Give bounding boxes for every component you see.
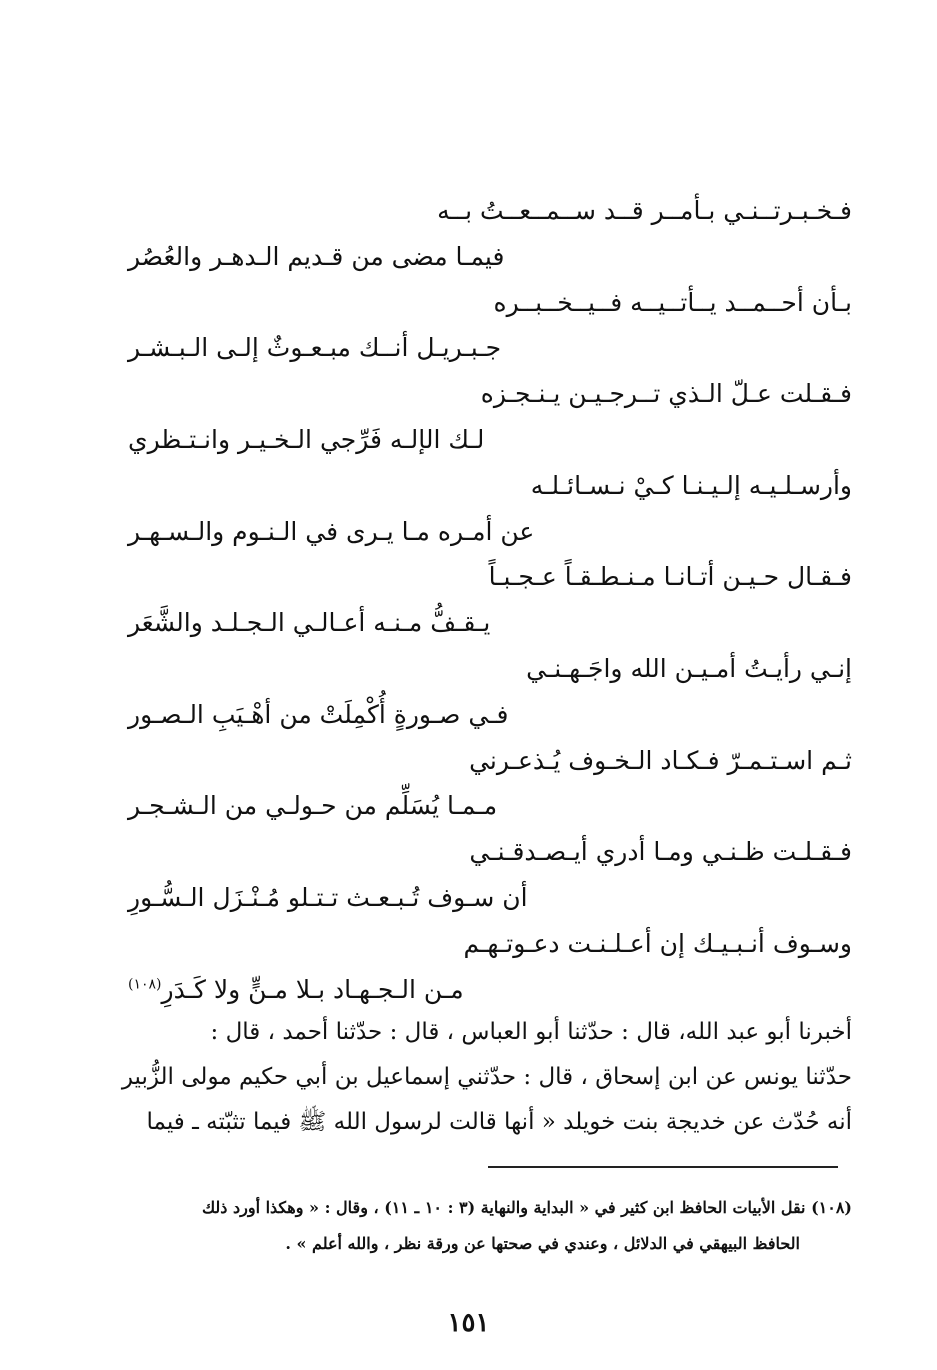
verse-text: بـأن أحــمــد يــأتــيــه فــيــخــبــره (493, 287, 852, 317)
verse-line (128, 921, 852, 967)
footnote-separator (488, 1166, 838, 1168)
verse-line (128, 325, 852, 371)
poem (128, 188, 852, 1012)
verse-line (128, 509, 852, 555)
verse-line (128, 875, 852, 921)
verse-text: جـبـريـل أنــك مبـعـوثٌ إلـى الـبـشـر (128, 333, 502, 363)
verse-text: مـمـا يُسَلِّم من حـولـي من الـشـجـر (128, 791, 498, 821)
verse-text: إنـي رأيـتُ أمـيـن الله واجَـهـنـي (526, 653, 852, 683)
verse-text: فيمـا مضى من قـديم الـدهـر والعُصُر (128, 241, 505, 271)
verse-line (128, 234, 852, 280)
verse-text: فـي صـورةٍ أُكْمِلَتْ من أهْـيَبِ الـصـور (128, 699, 509, 729)
verse-text: عن أمـره مـا يـرى في الـنـوم والـسـهـر (128, 516, 535, 546)
prose-line: أنه حُدّث عن خديجة بنت خويلد « أنها قالت لرسول الله ﷺ فيما تثبّته ـ فيما (146, 1109, 852, 1135)
verse-text: وسـوف أنـبـيـك إن أعـلـنـت دعـوتـهـم (463, 928, 852, 958)
verse-line (128, 463, 852, 509)
verse-line (128, 417, 852, 463)
footnote-line: الحافظ البيهقي في الدلائل ، وعندي في صحتها عن ورقة نظر ، والله أعلم » . (285, 1234, 800, 1253)
footnote (128, 1190, 852, 1262)
verse-text: فـقـال حـيـن أتـانـا مـنـطـقـاً عـجـبـاً (488, 562, 852, 592)
verse-line (128, 783, 852, 829)
verse-text: فـقـلـت ظـنـي ومـا أدري أيـصـدقـنـي (469, 837, 852, 867)
verse-line (128, 646, 852, 692)
verse-line (128, 829, 852, 875)
verse-text: ثـم اسـتـمـرّ فـكـاد الـخـوف يُـذعـرني (469, 745, 852, 775)
verse-text: مـن الـجـهـاد بـلا مـنٍّ ولا كَـدَرِ (161, 974, 464, 1004)
verse-line (128, 554, 852, 600)
verse-line (128, 371, 852, 417)
verse-line (128, 280, 852, 326)
verse-line (128, 188, 852, 234)
verse-with-footnote (128, 967, 464, 1013)
page-number: ١٥١ (447, 1308, 490, 1338)
verse-text: فـخـبـرتــنـي بـأمــر قــد ســمــعــتُ بــه (437, 196, 852, 225)
prose-line: أخبرنا أبو عبد الله، قال : حدّثنا أبو العباس ، قال : حدّثنا أحمد ، قال : (210, 1019, 852, 1045)
verse-line (128, 600, 852, 646)
prose-line: حدّثنا يونس عن ابن إسحاق ، قال : حدّثني إسماعيل بن أبي حكيم مولى الزُّبير (121, 1064, 852, 1090)
verse-line (128, 967, 852, 1013)
verse-text: أن سـوف تُـبـعـث تـتـلو مُـنْـزَل الـسُّـورِ (128, 882, 528, 912)
verse-line (128, 692, 852, 738)
verse-line (128, 738, 852, 784)
verse-text: وأرسـلـيـه إلـيـنـا كـيْ نـسـائـلـه (530, 470, 852, 500)
footnote-reference[interactable]: (١٠٨) (128, 976, 162, 993)
verse-text: يـقـفُّ مـنـه أعـالـي الـجـلـد والشَّعَر (128, 608, 491, 638)
verse-text: لـك الإلـه فَرِّجي الـخـيـر وانـتـظري (128, 424, 485, 454)
footnote-line: (١٠٨) نقل الأبيات الحافظ ابن كثير في « البداية والنهاية (٣ : ١٠ ـ ١١) ، وقال : « وهكذا أورد ذلك (201, 1198, 852, 1217)
verse-text: فـقـلت عـلّ الـذي تــرجـيـن يـنـجـزه (480, 379, 852, 409)
prose-paragraph (121, 1010, 852, 1145)
